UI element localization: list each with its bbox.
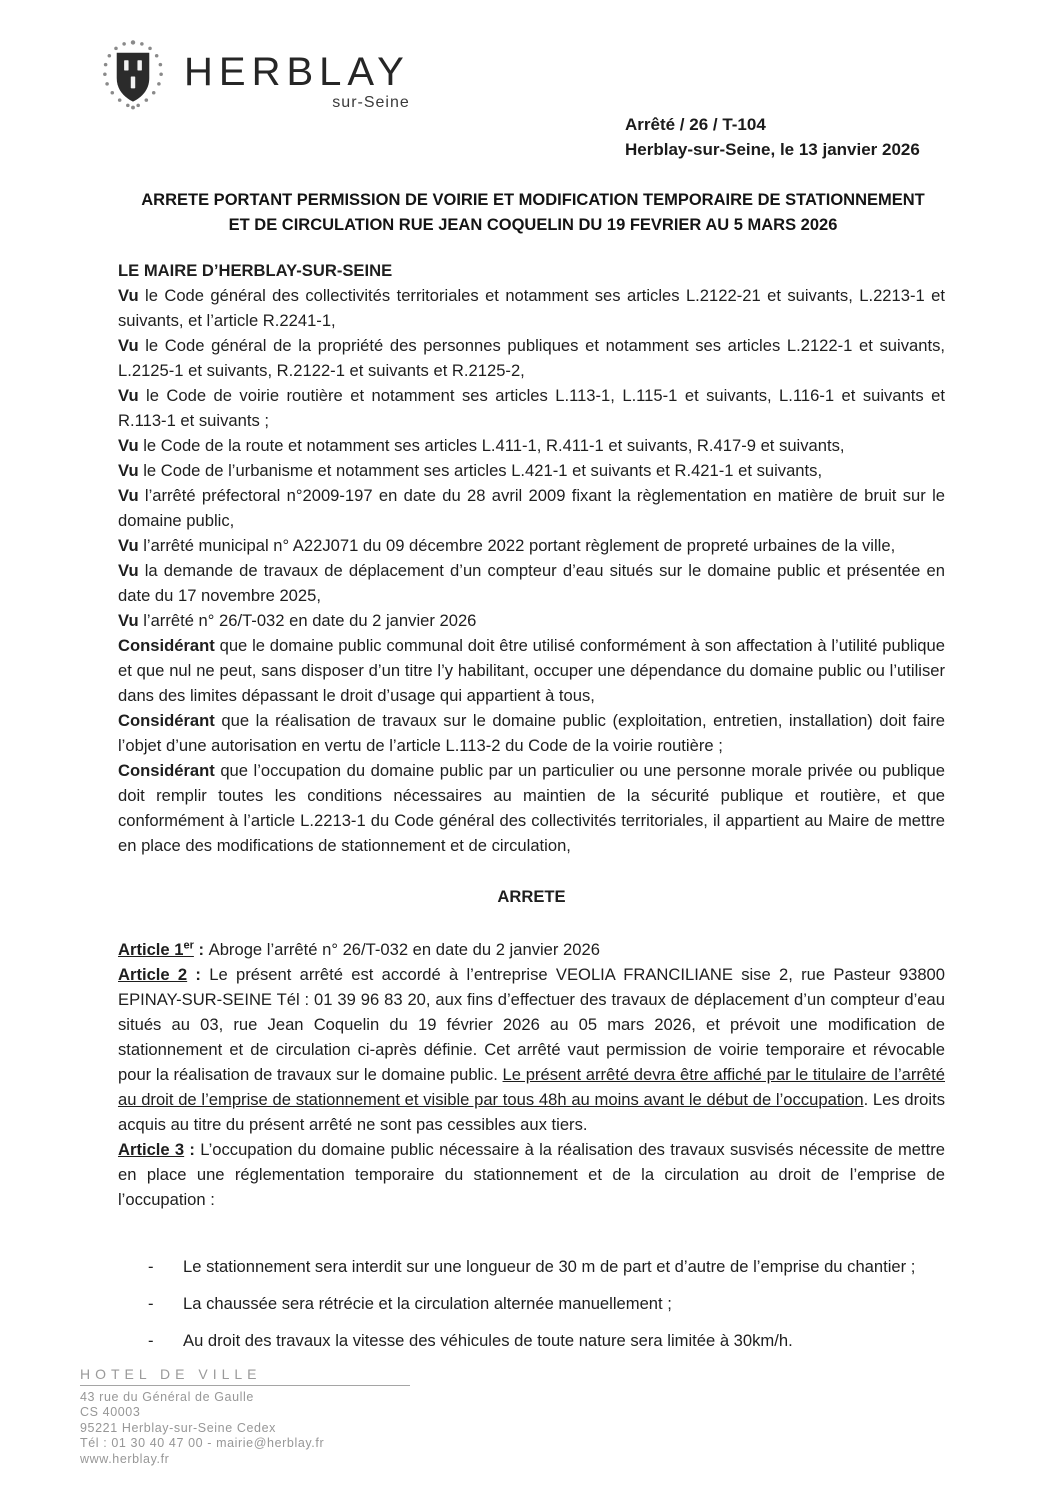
bullet-item: - Au droit des travaux la vitesse des véhicules de toute nature sera limitée à 30km/h. [148,1324,945,1358]
paragraph: Vu le Code général des collectivités territoriales et notamment ses articles L.2122-21 et suivants, L.2213-1 et suivants, et l’article R.2241-1, [118,286,945,330]
paragraph: Vu la demande de travaux de déplacement d’un compteur d’eau situés sur le domaine public et présentée en date du 17 novembre 2025, [118,561,945,605]
paragraph: Article 2 : Le présent arrêté est accordé à l’entreprise VEOLIA FRANCILIANE sise 2, rue Pasteur 93800 EPINAY-SUR-SEINE Tél : 01 39 96 83 20, aux fins d’effectuer des travaux de déplacement d’un compteur d’eau situés au 03, rue Jean Coquelin du 19 février 2026 au 05 mars 2026, et prévoit une modification de stationnement et de circulation ci-après définie. Cet arrêté vaut permission de voirie temporaire et révocable pour la réalisation de travaux sur le domaine public. Le présent arrêté devra être affiché par le titulaire de l’arrêté au droit de l’emprise de stationnement et visible par tous 48h au moins avant le début de l’occupation. Les droits acquis au titre du présent arrêté ne sont pas cessibles aux tiers. [118,965,945,1134]
preamble-paragraphs [118,283,945,858]
city-logo [96,38,410,112]
paragraph: Vu l’arrêté municipal n° A22J071 du 09 décembre 2022 portant règlement de propreté urbaines de la ville, [118,536,896,555]
mayor-heading: LE MAIRE D’HERBLAY-SUR-SEINE [118,261,393,280]
city-name: HERBLAY [184,50,410,94]
bullet-item: - Le stationnement sera interdit sur une longueur de 30 m de part et d’autre de l’emprise du chantier ; [148,1250,945,1284]
articles [118,937,945,1212]
paragraph: Vu le Code de voirie routière et notamment ses articles L.113-1, L.115-1 et suivants, L.116-1 et suivants et R.113-1 et suivants ; [118,386,945,430]
paragraph: Vu le Code général de la propriété des personnes publiques et notamment ses articles L.2122-1 et suivants, L.2125-1 et suivants, R.2122-1 et suivants et R.2125-2, [118,336,945,380]
paragraph: Article 1er : Abroge l’arrêté n° 26/T-032 en date du 2 janvier 2026 [118,939,600,959]
footer-line: CS 40003 [80,1405,141,1419]
title-line-2: ET DE CIRCULATION RUE JEAN COQUELIN DU 19 FEVRIER AU 5 MARS 2026 [228,216,838,234]
paragraph: Vu l’arrêté n° 26/T-032 en date du 2 janvier 2026 [118,611,477,630]
footer-line: Tél : 01 30 40 47 00 - mairie@herblay.fr [80,1436,325,1450]
title-line-1: ARRETE PORTANT PERMISSION DE VOIRIE ET MODIFICATION TEMPORAIRE DE STATIONNEMENT [141,191,925,209]
article3-bullet-list [118,1250,945,1358]
footer-line: 95221 Herblay-sur-Seine Cedex [80,1420,276,1435]
footer-address [80,1390,410,1468]
document-body [118,258,945,1361]
city-coat-of-arms-icon [96,38,170,112]
arrete-heading: ARRETE [497,887,566,906]
footer-line: www.herblay.fr [80,1451,170,1466]
paragraph: Considérant que l’occupation du domaine public par un particulier ou une personne morale privée ou publique doit remplir toutes les conditions nécessaires au maintien de la sécurité publique et routière, et que conformément à l’article L.2213-1 du Code général des collectivités territoriales, il appartient au Maire de mettre en place des modifications de stationnement et de circulation, [118,761,945,855]
paragraph: Vu le Code de l’urbanisme et notamment ses articles L.421-1 et suivants et R.421-1 et suivants, [118,461,823,480]
paragraph: Vu le Code de la route et notamment ses articles L.411-1, R.411-1 et suivants, R.417-9 et suivants, [118,436,845,455]
footer-title: HOTEL DE VILLE [80,1366,410,1386]
city-subname: sur-Seine [332,94,410,111]
document-title [118,188,948,238]
paragraph: Considérant que le domaine public communal doit être utilisé conformément à son affectation à l’utilité publique et que nul ne peut, sans disposer d’un titre l’y habilitant, occuper une dépendance du domaine public ou l’utiliser dans des limites dépassant le droit d’usage qui appartient à tous, [118,636,945,705]
decree-number: Arrêté / 26 / T-104 [625,115,766,134]
bullet-item: - La chaussée sera rétrécie et la circulation alternée manuellement ; [148,1287,945,1321]
city-wordmark [184,52,410,112]
place-and-date: Herblay-sur-Seine, le 13 janvier 2026 [625,140,920,159]
footer-line: 43 rue du Général de Gaulle [80,1389,254,1404]
paragraph: Article 3 : L’occupation du domaine public nécessaire à la réalisation des travaux susvisés nécessite de mettre en place une réglementation temporaire du stationnement et de la circulation au droit de l’emprise de l’occupation : [118,1140,946,1209]
footer [80,1366,410,1468]
reference-block [625,112,920,162]
paragraph: Considérant que la réalisation de travaux sur le domaine public (exploitation, entretien, installation) doit faire l’objet d’une autorisation en vertu de l’article L.113-2 du Code de la voirie routière ; [118,711,945,755]
paragraph: Vu l’arrêté préfectoral n°2009-197 en date du 28 avril 2009 fixant la règlementation en matière de bruit sur le domaine public, [118,486,945,530]
